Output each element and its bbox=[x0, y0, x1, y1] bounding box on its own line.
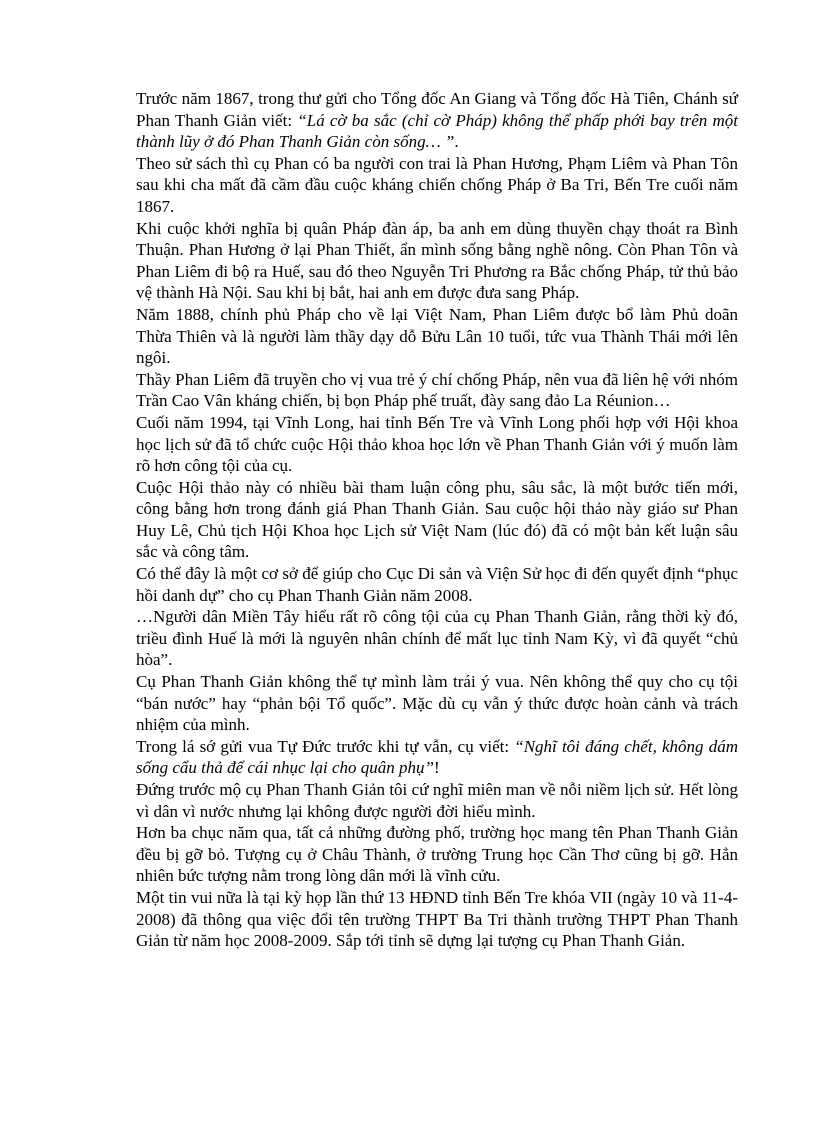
paragraph-12: Đứng trước mộ cụ Phan Thanh Giản tôi cứ nghĩ miên man về nỗi niềm lịch sử. Hết lòng vì dân vì nước nhưng lại không được người đời hiểu mình. bbox=[136, 780, 738, 821]
paragraph-11 bbox=[136, 736, 738, 779]
paragraph-5: Thầy Phan Liêm đã truyền cho vị vua trẻ ý chí chống Pháp, nên vua đã liên hệ với nhóm Trần Cao Vân kháng chiến, bị bọn Pháp phế truất, đày sang đảo La Réunion… bbox=[136, 369, 738, 411]
paragraph-7: Cuộc Hội thảo này có nhiều bài tham luận công phu, sâu sắc, là một bước tiến mới, công bằng hơn trong đánh giá Phan Thanh Giản. Sau cuộc hội thảo này giáo sư Phan Huy Lê, Chủ tịch Hội Khoa học Lịch sử Việt Nam (lúc đó) đã có một bản kết luận sâu sắc và công tâm. bbox=[136, 477, 738, 562]
paragraph-3: Khi cuộc khởi nghĩa bị quân Pháp đàn áp, ba anh em dùng thuyền chạy thoát ra Bình Thuận. Phan Hương ở lại Phan Thiết, ẩn mình sống bằng nghề nông. Còn Phan Tôn và Phan Liêm đi bộ ra Huế, sau đó theo Nguyễn Tri Phương ra Bắc chống Pháp, tử thủ bảo vệ thành Hà Nội. Sau khi bị bắt, hai anh em được đưa sang Pháp. bbox=[136, 218, 738, 303]
paragraph-11-end: ! bbox=[433, 758, 440, 778]
paragraph-1 bbox=[136, 88, 738, 153]
paragraph-11-text: Trong lá sớ gửi vua Tự Đức trước khi tự vẫn, cụ viết: bbox=[136, 736, 515, 756]
paragraph-1-quote: “Lá cờ ba sắc (chỉ cờ Pháp) không thể phấp phới bay trên một thành lũy ở đó Phan Thanh Giản còn sống… ” bbox=[136, 110, 738, 152]
paragraph-13: Hơn ba chục năm qua, tất cả những đường phố, trường học mang tên Phan Thanh Giản đều bị gỡ bỏ. Tượng cụ ở Châu Thành, ở trường Trung học Cần Thơ cũng bị gỡ. Hẳn nhiên bức tượng nằm trong lòng dân mới là vĩnh cửu. bbox=[136, 823, 738, 886]
document-body bbox=[136, 88, 738, 952]
paragraph-8: Có thể đây là một cơ sở để giúp cho Cục Di sản và Viện Sử học đi đến quyết định “phục hồi danh dự” cho cụ Phan Thanh Giản năm 2008. bbox=[136, 564, 738, 605]
paragraph-2: Theo sử sách thì cụ Phan có ba người con trai là Phan Hương, Phạm Liêm và Phan Tôn sau khi cha mất đã cầm đầu cuộc kháng chiến chống Pháp ở Ba Tri, Bến Tre cuối năm 1867. bbox=[136, 153, 738, 216]
paragraph-11-quote: “Nghĩ tôi đáng chết, không dám sống cẩu thả để cái nhục lại cho quân phụ” bbox=[136, 736, 738, 778]
paragraph-10: Cụ Phan Thanh Giản không thể tự mình làm trái ý vua. Nên không thể quy cho cụ tội “bán nước” hay “phản bội Tổ quốc”. Mặc dù cụ vẫn ý thức được hoàn cảnh và trách nhiệm của mình. bbox=[136, 672, 738, 735]
paragraph-4: Năm 1888, chính phủ Pháp cho về lại Việt Nam, Phan Liêm được bổ làm Phủ doãn Thừa Thiên và là người làm thầy dạy dỗ Bửu Lân 10 tuổi, tức vua Thành Thái mới lên ngôi. bbox=[136, 304, 738, 368]
paragraph-1-end: . bbox=[454, 132, 459, 152]
paragraph-1-text: Trước năm 1867, trong thư gửi cho Tổng đốc An Giang và Tổng đốc Hà Tiên, Chánh sứ Phan Thanh Giản viết: bbox=[136, 89, 738, 130]
paragraph-9: …Người dân Miền Tây hiểu rất rõ công tội của cụ Phan Thanh Giản, rằng thời kỳ đó, triều đình Huế là mới là nguyên nhân chính để mất lục tỉnh Nam Kỳ, vì đã quyết “chủ hòa”. bbox=[136, 607, 738, 670]
paragraph-14: Một tin vui nữa là tại kỳ họp lần thứ 13 HĐND tỉnh Bến Tre khóa VII (ngày 10 và 11-4-2008) đã thông qua việc đổi tên trường THPT Ba Tri thành trường THPT Phan Thanh Giản từ năm học 2008-2009. Sắp tới tỉnh sẽ dựng lại tượng cụ Phan Thanh Giản. bbox=[136, 887, 738, 951]
paragraph-6: Cuối năm 1994, tại Vĩnh Long, hai tỉnh Bến Tre và Vĩnh Long phối hợp với Hội khoa học lịch sử đã tổ chức cuộc Hội thảo khoa học lớn về Phan Thanh Giản với ý muốn làm rõ hơn công tội của cụ. bbox=[136, 412, 738, 476]
